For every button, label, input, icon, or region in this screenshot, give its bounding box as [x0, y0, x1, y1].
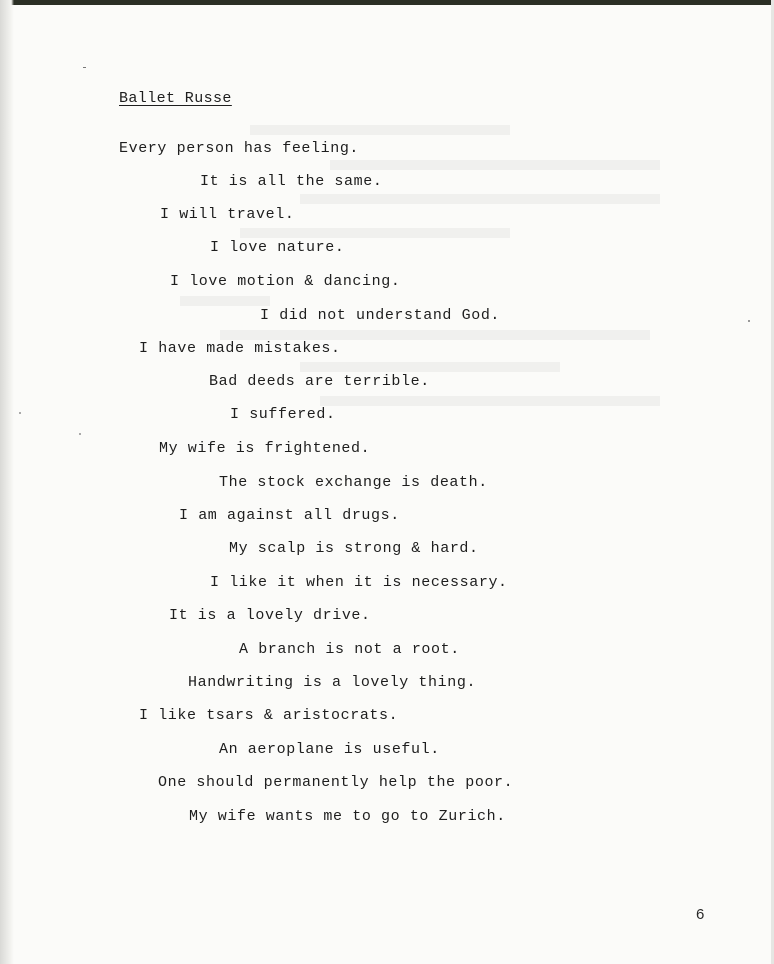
poem-line: I did not understand God. — [260, 307, 501, 324]
poem-line: One should permanently help the poor. — [158, 774, 514, 791]
poem-line: I suffered. — [230, 406, 336, 423]
poem-line: My wife is frightened. — [159, 440, 371, 457]
poem-line: I like tsars & aristocrats. — [139, 707, 399, 724]
poem-title: Ballet Russe — [119, 90, 232, 107]
poem-line: It is a lovely drive. — [169, 607, 371, 624]
poem-line: My scalp is strong & hard. — [229, 540, 479, 557]
poem-line: I love nature. — [210, 239, 345, 256]
poem-line: I love motion & dancing. — [170, 273, 401, 290]
poem-line: The stock exchange is death. — [219, 474, 488, 491]
poem-line: Every person has feeling. — [119, 140, 360, 157]
poem-line: A branch is not a root. — [239, 641, 460, 658]
poem-line: An aeroplane is useful. — [219, 741, 440, 758]
poem-line: It is all the same. — [200, 173, 383, 190]
poem-line: My wife wants me to go to Zurich. — [189, 808, 506, 825]
page-number: 6 — [696, 906, 705, 923]
poem-line: I have made mistakes. — [139, 340, 341, 357]
poem-line: I will travel. — [160, 206, 295, 223]
poem-line: I am against all drugs. — [179, 507, 400, 524]
poem-line: Bad deeds are terrible. — [209, 373, 430, 390]
poem-line: I like it when it is necessary. — [210, 574, 508, 591]
poem-line: Handwriting is a lovely thing. — [188, 674, 477, 691]
